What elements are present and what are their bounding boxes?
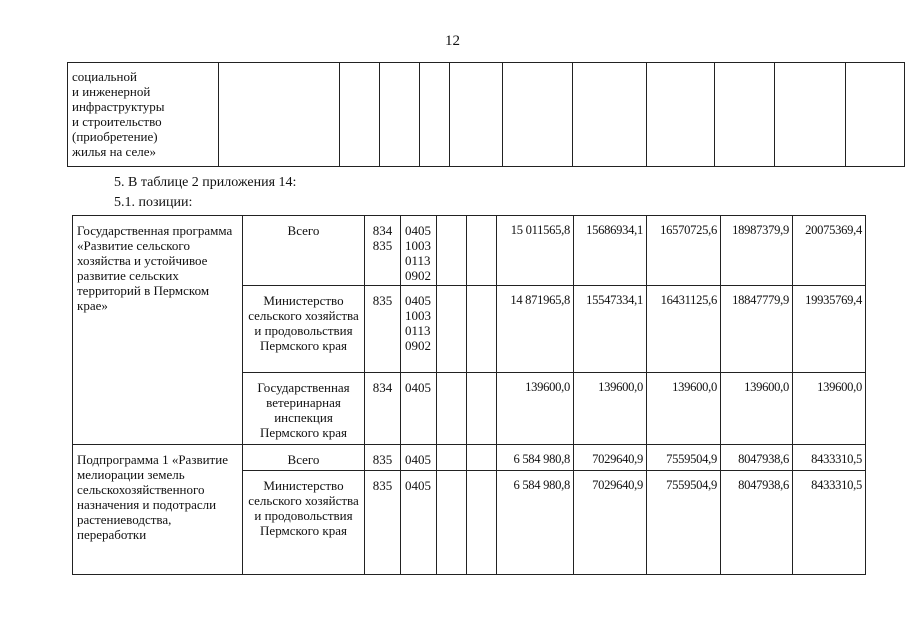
rzpr-cell: 0405 [401, 373, 437, 445]
empty-cell [340, 63, 380, 167]
grbs-cell: 834 835 [365, 216, 401, 286]
value-cell: 139600,0 [793, 373, 866, 445]
paragraph-item-5-1: 5.1. позиции: [114, 195, 193, 210]
csr-cell [437, 471, 467, 575]
empty-cell [450, 63, 503, 167]
executor-cell: Министерство сельского хозяйства и продовольствия Пермского края [243, 286, 365, 373]
value-cell: 139600,0 [574, 373, 647, 445]
value-cell: 15686934,1 [574, 216, 647, 286]
empty-cell [715, 63, 775, 167]
value-cell: 139600,0 [721, 373, 793, 445]
csr-cell [437, 373, 467, 445]
vr-cell [467, 216, 497, 286]
value-cell: 139600,0 [647, 373, 721, 445]
paragraph-item-5: 5. В таблице 2 приложения 14: [114, 175, 297, 190]
csr-cell [437, 445, 467, 471]
page-number: 12 [445, 33, 460, 49]
program-name-cell [68, 63, 219, 167]
value-cell: 19935769,4 [793, 286, 866, 373]
program-name-line: социальной [72, 69, 137, 84]
rzpr-cell: 0405 [401, 471, 437, 575]
empty-cell [219, 63, 340, 167]
table-row [73, 445, 866, 471]
value-cell: 14 871965,8 [497, 286, 574, 373]
rzpr-cell: 0405 1003 0113 0902 [401, 216, 437, 286]
executor-cell: Государственная ветеринарная инспекция Пермского края [243, 373, 365, 445]
value-cell: 16431125,6 [647, 286, 721, 373]
value-cell: 139600,0 [497, 373, 574, 445]
value-cell: 15547334,1 [574, 286, 647, 373]
continued-table [67, 62, 905, 167]
value-cell: 8047938,6 [721, 445, 793, 471]
value-cell: 8433310,5 [793, 445, 866, 471]
executor-cell: Всего [243, 445, 365, 471]
program-name-line: и строительство [72, 114, 162, 129]
vr-cell [467, 286, 497, 373]
program-name-line: инфраструктуры [72, 99, 165, 114]
value-cell: 15 011565,8 [497, 216, 574, 286]
value-cell: 7029640,9 [574, 445, 647, 471]
value-cell: 20075369,4 [793, 216, 866, 286]
value-cell: 18847779,9 [721, 286, 793, 373]
csr-cell [437, 216, 467, 286]
value-cell: 6 584 980,8 [497, 445, 574, 471]
rzpr-cell: 0405 [401, 445, 437, 471]
rzpr-cell: 0405 1003 0113 0902 [401, 286, 437, 373]
grbs-cell: 835 [365, 471, 401, 575]
empty-cell [380, 63, 420, 167]
executor-cell: Министерство сельского хозяйства и продовольствия Пермского края [243, 471, 365, 575]
empty-cell [420, 63, 450, 167]
value-cell: 8433310,5 [793, 471, 866, 575]
value-cell: 16570725,6 [647, 216, 721, 286]
value-cell: 6 584 980,8 [497, 471, 574, 575]
grbs-cell: 835 [365, 286, 401, 373]
csr-cell [437, 286, 467, 373]
program-cell: Подпрограмма 1 «Развитие мелиорации земель сельскохозяйственного назначения и подотрасли растениеводства, переработки [73, 445, 243, 575]
financing-table [72, 215, 866, 575]
program-name-line: (приобретение) [72, 129, 158, 144]
empty-cell [846, 63, 905, 167]
grbs-cell: 834 [365, 373, 401, 445]
empty-cell [503, 63, 573, 167]
value-cell: 8047938,6 [721, 471, 793, 575]
vr-cell [467, 471, 497, 575]
table-row [73, 216, 866, 286]
executor-cell: Всего [243, 216, 365, 286]
vr-cell [467, 445, 497, 471]
value-cell: 7559504,9 [647, 471, 721, 575]
empty-cell [647, 63, 715, 167]
program-cell: Государственная программа «Развитие сельского хозяйства и устойчивое развитие сельских территорий в Пермском крае» [73, 216, 243, 445]
empty-cell [775, 63, 846, 167]
value-cell: 7559504,9 [647, 445, 721, 471]
grbs-cell: 835 [365, 445, 401, 471]
value-cell: 18987379,9 [721, 216, 793, 286]
vr-cell [467, 373, 497, 445]
value-cell: 7029640,9 [574, 471, 647, 575]
empty-cell [573, 63, 647, 167]
program-name-line: и инженерной [72, 84, 151, 99]
program-name-line: жилья на селе» [72, 144, 157, 159]
